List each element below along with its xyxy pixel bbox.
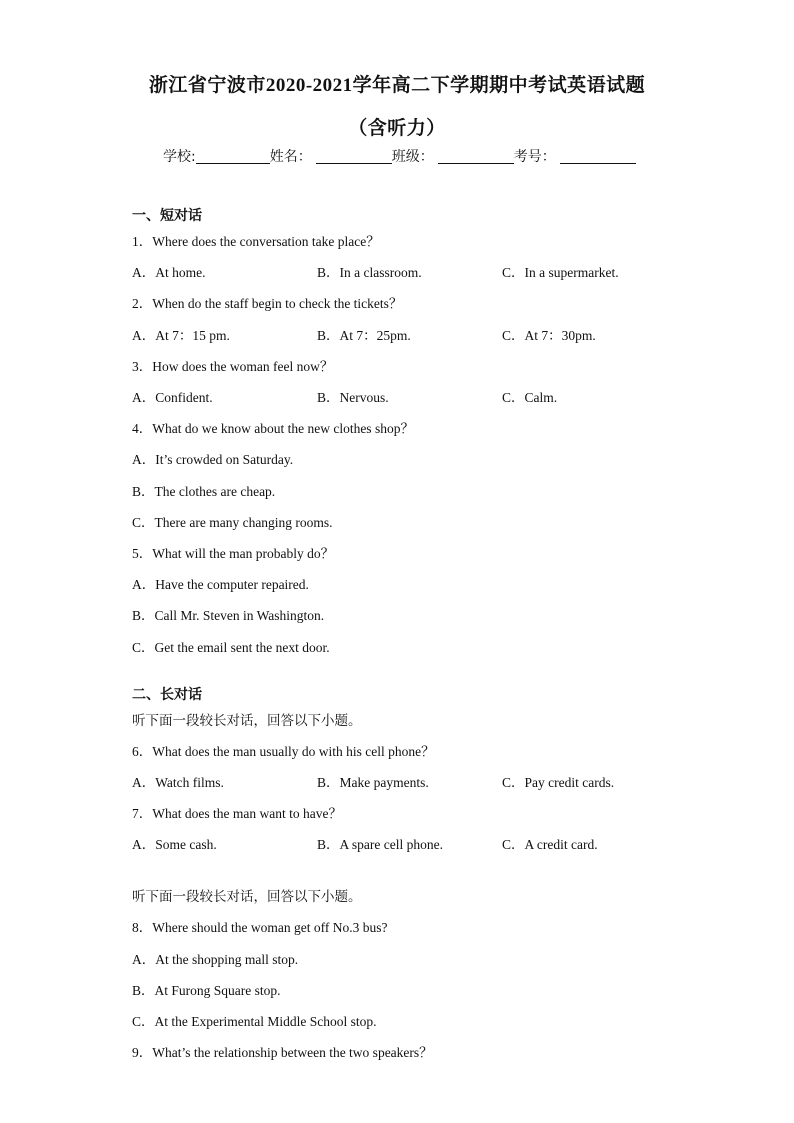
q6-option-a[interactable]: A．Watch films.	[132, 775, 224, 790]
question-5: 5．What will the man probably do？	[132, 546, 335, 561]
question-7: 7．What does the man want to have？	[132, 806, 342, 821]
q6-option-c[interactable]: C．Pay credit cards.	[502, 775, 615, 790]
section-heading-long-dialogues: 二、长对话	[132, 687, 202, 703]
exam-subtitle: （含听力）	[348, 118, 446, 139]
q2-option-c[interactable]: C．At 7：30pm.	[502, 328, 596, 343]
exam-title: 浙江省宁波市2020-2021学年高二下学期期中考试英语试题	[148, 75, 646, 96]
school-field[interactable]	[196, 149, 270, 164]
question-9: 9．What’s the relationship between the two speakers？	[132, 1045, 433, 1060]
school-label: 学校:	[163, 149, 196, 165]
q7-option-b[interactable]: B．A spare cell phone.	[317, 837, 443, 852]
instruction-1: 听下面一段较长对话，回答以下小题。	[132, 713, 362, 729]
name-field[interactable]	[316, 149, 392, 164]
q4-option-b[interactable]: B．The clothes are cheap.	[132, 484, 276, 499]
question-3: 3．How does the woman feel now？	[132, 359, 334, 374]
number-label: 考号：	[513, 149, 556, 165]
name-label: 姓名：	[269, 149, 312, 165]
class-label: 班级：	[391, 149, 434, 165]
q6-option-b[interactable]: B．Make payments.	[317, 775, 429, 790]
q4-option-c[interactable]: C．There are many changing rooms.	[132, 515, 333, 530]
class-field[interactable]	[438, 149, 514, 164]
q1-option-c[interactable]: C．In a supermarket.	[502, 265, 619, 280]
q7-option-a[interactable]: A．Some cash.	[132, 837, 217, 852]
q1-option-a[interactable]: A．At home.	[132, 265, 206, 280]
question-6: 6．What does the man usually do with his cell phone？	[132, 744, 435, 759]
q8-option-a[interactable]: A．At the shopping mall stop.	[132, 952, 299, 967]
q7-option-c[interactable]: C．A credit card.	[502, 837, 598, 852]
number-field[interactable]	[560, 149, 636, 164]
q8-option-b[interactable]: B．At Furong Square stop.	[132, 983, 281, 998]
q5-option-b[interactable]: B．Call Mr. Steven in Washington.	[132, 608, 325, 623]
q3-option-a[interactable]: A．Confident.	[132, 390, 213, 405]
q3-option-c[interactable]: C．Calm.	[502, 390, 558, 405]
instruction-2: 听下面一段较长对话，回答以下小题。	[132, 889, 362, 905]
q4-option-a[interactable]: A．It’s crowded on Saturday.	[132, 452, 294, 467]
q8-option-c[interactable]: C．At the Experimental Middle School stop.	[132, 1014, 377, 1029]
question-2: 2．When do the staff begin to check the tickets？	[132, 296, 403, 311]
q3-option-b[interactable]: B．Nervous.	[317, 390, 389, 405]
q5-option-c[interactable]: C．Get the email sent the next door.	[132, 640, 330, 655]
question-4: 4．What do we know about the new clothes shop？	[132, 421, 414, 436]
question-8: 8．Where should the woman get off No.3 bus?	[132, 920, 388, 935]
q5-option-a[interactable]: A．Have the computer repaired.	[132, 577, 309, 592]
q2-option-a[interactable]: A．At 7：15 pm.	[132, 328, 230, 343]
q2-option-b[interactable]: B．At 7：25pm.	[317, 328, 411, 343]
question-1: 1．Where does the conversation take place？	[132, 234, 380, 249]
q1-option-b[interactable]: B．In a classroom.	[317, 265, 422, 280]
student-info-row	[163, 146, 636, 166]
section-heading-short-dialogues: 一、短对话	[132, 208, 202, 224]
